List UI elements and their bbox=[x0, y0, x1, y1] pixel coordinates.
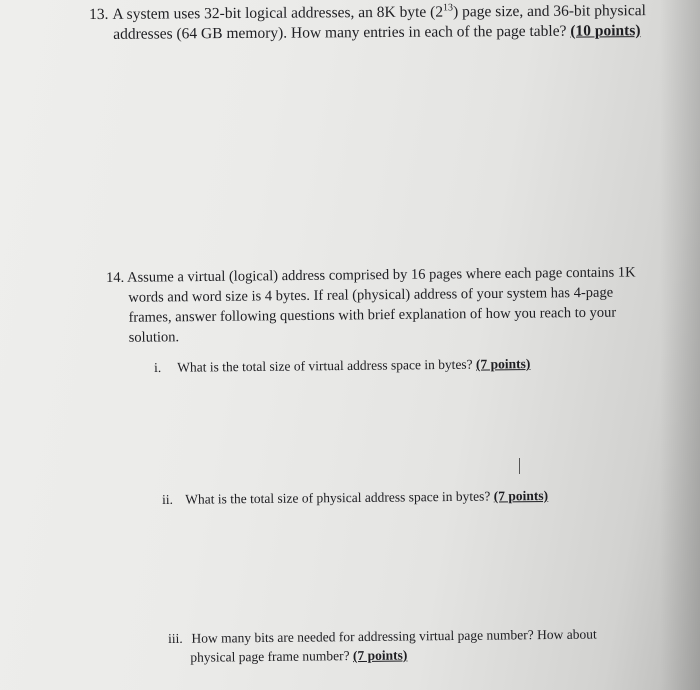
question-text-line1: Assume a virtual (logical) address comprised by 16 pages where each page contains 1K bbox=[126, 264, 636, 286]
question-number: 13. bbox=[89, 5, 109, 23]
question-14 bbox=[106, 262, 667, 348]
question-text-line2-wrap bbox=[89, 21, 679, 45]
points-label: (7 points) bbox=[352, 647, 408, 664]
subquestion-text: What is the total size of physical address space in bytes? bbox=[185, 488, 491, 507]
subquestion-i bbox=[154, 354, 530, 377]
subquestion-label: ii. bbox=[162, 491, 174, 507]
question-text-line1a: A system uses 32-bit logical addresses, an 8K byte (2 bbox=[112, 3, 444, 23]
subquestion-text: What is the total size of virtual address space in bytes? bbox=[177, 356, 473, 375]
subquestion-iii bbox=[168, 624, 638, 667]
question-text-line4: solution. bbox=[128, 329, 180, 346]
points-label: (7 points) bbox=[475, 356, 531, 372]
subquestion-text-line1: How many bits are needed for addressing virtual page number? How about bbox=[191, 626, 597, 646]
question-text-line1b: ) page size, and 36-bit physical bbox=[452, 2, 646, 21]
subquestion-label: i. bbox=[154, 359, 162, 375]
subquestion-text-line2-wrap bbox=[168, 643, 638, 667]
question-text-line2: words and word size is 4 bytes. If real (physical) address of your system has 4-page bbox=[128, 284, 614, 306]
subquestion-ii bbox=[162, 486, 548, 509]
points-label: (7 points) bbox=[493, 487, 549, 504]
text-cursor-icon bbox=[519, 458, 520, 474]
question-text-line2: addresses (64 GB memory). How many entries in each of the page table? bbox=[113, 22, 567, 43]
subquestion-label: iii. bbox=[168, 630, 183, 646]
exponent: 13 bbox=[442, 2, 454, 14]
subquestion-text-line2: physical page frame number? bbox=[190, 648, 350, 665]
question-13 bbox=[89, 1, 679, 45]
question-number: 14. bbox=[106, 269, 125, 286]
points-label: (10 points) bbox=[570, 22, 641, 40]
question-text-line3: frames, answer following questions with brief explanation of how you reach to your bbox=[128, 304, 617, 326]
